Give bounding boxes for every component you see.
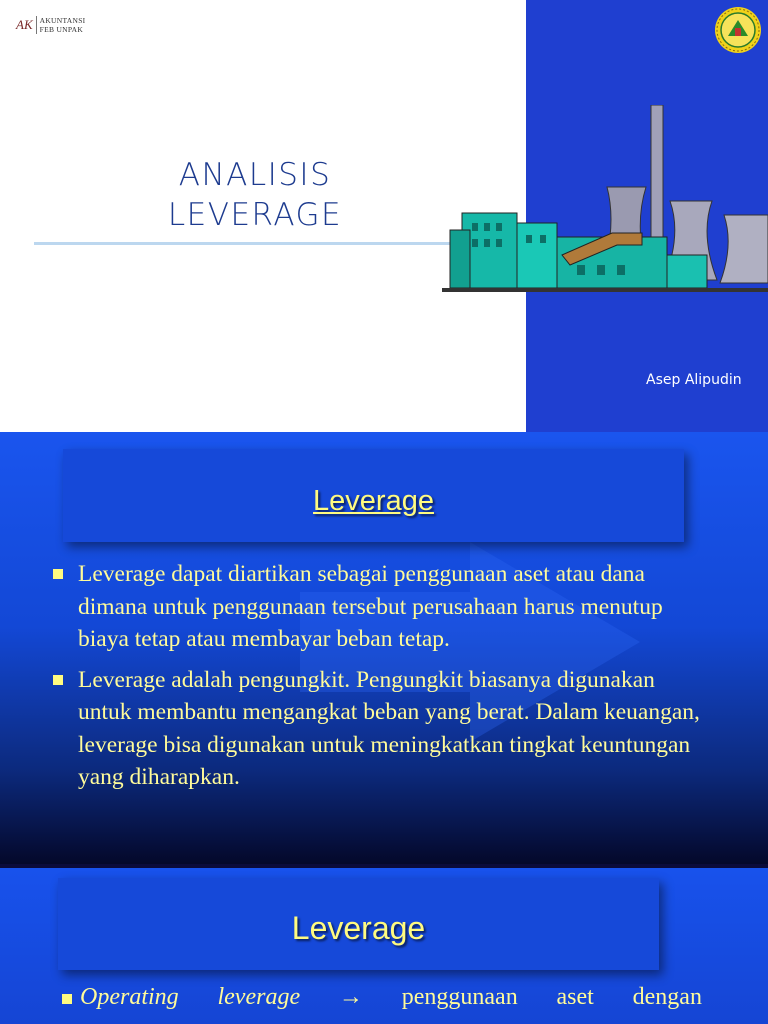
logo-mark: AK <box>16 17 33 32</box>
power-plant-illustration <box>442 105 768 305</box>
author-name: Asep Alipudin <box>646 372 742 388</box>
bullet-list <box>50 558 710 802</box>
title-slide <box>0 0 768 432</box>
slide-header-title: Leverage <box>313 485 434 517</box>
title-divider <box>34 242 454 245</box>
logo-line-2: FEB UNPAK <box>39 25 84 34</box>
bullet-square-icon <box>53 675 63 685</box>
slide-title <box>100 155 410 235</box>
operating-leverage-slide <box>0 868 768 1024</box>
logo-line-1: AKUNTANSI <box>39 16 86 25</box>
bullet-square-icon <box>53 569 63 579</box>
list-item <box>50 664 710 794</box>
title-line-2: LEVERAGE <box>167 197 343 233</box>
logo-text <box>36 16 86 34</box>
bullet-text: Leverage adalah pengungkit. Pengungkit biasanya digunakan untuk membantu mengangkat beban yang berat. Dalam keuangan, leverage bisa digunakan untuk meningkatkan tingkat keuntungan yang diharapkan. <box>78 666 700 790</box>
arrow-icon: → <box>338 984 363 1010</box>
bullet-text: Leverage dapat diartikan sebagai penggunaan aset atau dana dimana untuk penggunaan tersebut perusahaan harus menutup biaya tetap atau membayar beban tetap. <box>78 561 663 652</box>
title-line-1: ANALISIS <box>178 157 332 193</box>
definition-slide <box>0 432 768 864</box>
bullet-lead <box>62 984 179 1011</box>
bullet-term: Operating <box>80 984 179 1010</box>
bullet-word-2: aset <box>556 984 594 1010</box>
list-item <box>50 558 710 656</box>
slide-header-box <box>58 878 659 970</box>
bullet-term-2: leverage <box>217 984 301 1010</box>
university-seal-icon <box>714 6 762 54</box>
slide-header-title: Leverage <box>291 910 426 946</box>
bullet-word-3: dengan <box>632 984 702 1010</box>
slide-header-box <box>63 449 684 542</box>
bullet-word-1: penggunaan <box>401 984 518 1010</box>
list-item <box>62 984 702 1011</box>
faculty-logo <box>16 16 85 34</box>
bullet-square-icon <box>62 994 72 1004</box>
